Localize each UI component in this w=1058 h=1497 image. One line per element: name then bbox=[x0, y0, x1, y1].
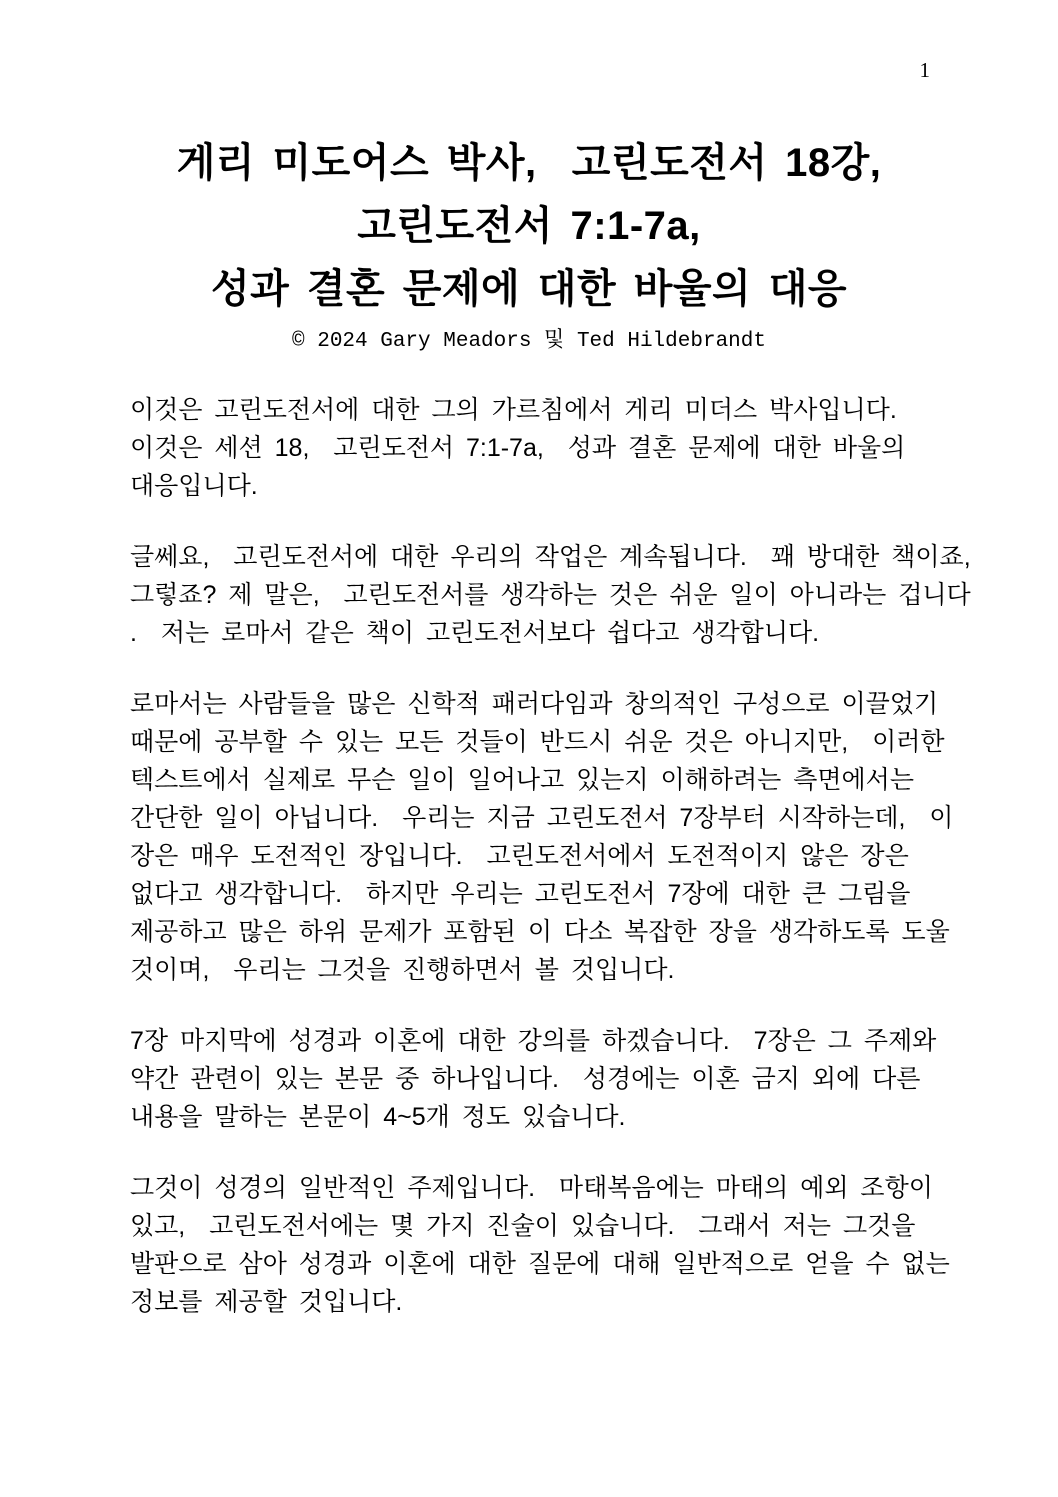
page-number: 1 bbox=[919, 58, 930, 82]
title-line-1: 게리 미도어스 박사, 고린도전서 18강, bbox=[176, 141, 882, 185]
document-body bbox=[130, 391, 1000, 1321]
paragraph-4: 7장 마지막에 성경과 이혼에 대한 강의를 하겠습니다. 7장은 그 주제와 약간 관련이 있는 본문 중 하나입니다. 성경에는 이혼 금지 외에 다른 내용을 말하는 본문이 4~5개 정도 있습니다. bbox=[130, 1027, 937, 1131]
title-line-3: 성과 결혼 문제에 대한 바울의 대응 bbox=[210, 267, 848, 311]
paragraph-1: 이것은 고린도전서에 대한 그의 가르침에서 게리 미더스 박사입니다. 이것은 세션 18, 고린도전서 7:1-7a, 성과 결혼 문제에 대한 바울의 대응입니다. bbox=[130, 396, 906, 500]
title-line-2: 고린도전서 7:1-7a, bbox=[357, 204, 701, 248]
copyright-line: © 2024 Gary Meadors 및 Ted Hildebrandt bbox=[292, 330, 766, 353]
paragraph-2: 글쎄요, 고린도전서에 대한 우리의 작업은 계속됩니다. 꽤 방대한 책이죠, 그렇죠? 제 말은, 고린도전서를 생각하는 것은 쉬운 일이 아니라는 겁니다 . 저는 로마서 같은 책이 고린도전서보다 쉽다고 생각합니다. bbox=[130, 543, 971, 647]
paragraph-3: 로마서는 사람들을 많은 신학적 패러다임과 창의적인 구성으로 이끌었기 때문에 공부할 수 있는 모든 것들이 반드시 쉬운 것은 아니지만, 이러한 텍스트에서 실제로 무슨 일이 일어나고 있는지 이해하려는 측면에서는 간단한 일이 아닙니다. 우리는 지금 고린도전서 7장부터 시작하는데, 이 장은 매우 도전적인 장입니다. 고린도전서에서 도전적이지 않은 장은 없다고 생각합니다. 하지만 우리는 고린도전서 7장에 대한 큰 그림을 제공하고 많은 하위 문제가 포함된 이 다소 복잡한 장을 생각하도록 도울 것이며, 우리는 그것을 진행하면서 볼 것입니다. bbox=[130, 690, 954, 984]
title-block bbox=[0, 0, 1058, 357]
paragraph-5: 그것이 성경의 일반적인 주제입니다. 마태복음에는 마태의 예외 조항이 있고, 고린도전서에는 몇 가지 진술이 있습니다. 그래서 저는 그것을 발판으로 삼아 성경과 이혼에 대한 질문에 대해 일반적으로 얻을 수 없는 정보를 제공할 것입니다. bbox=[130, 1174, 950, 1316]
